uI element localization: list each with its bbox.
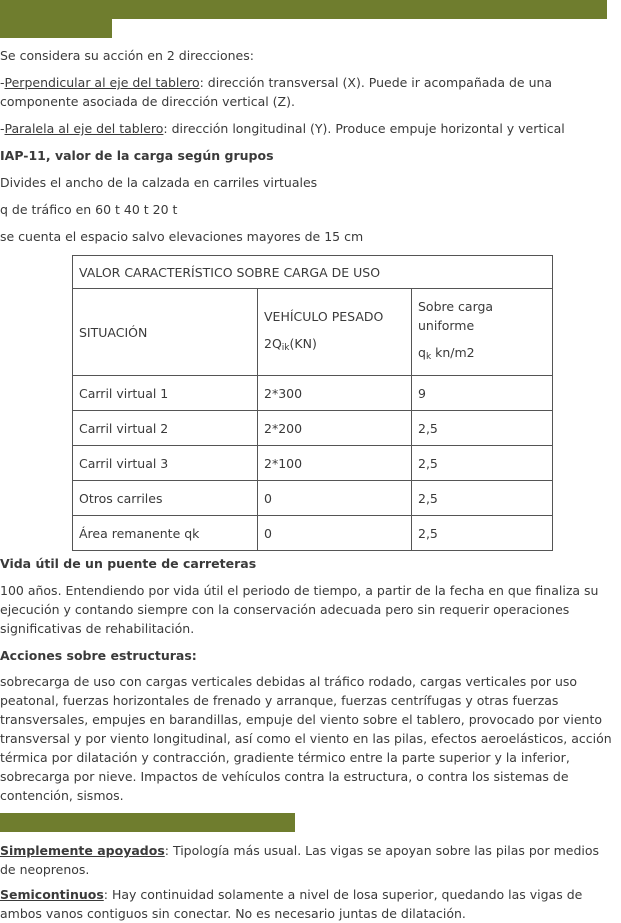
unit-part: q [418, 345, 426, 360]
header-sobre-label: Sobre carga uniforme [418, 299, 494, 333]
load-values-table [72, 255, 553, 551]
espacio-line: se cuenta el espacio salvo elevaciones mayores de 15 cm [0, 229, 364, 244]
paralela-paragraph [0, 119, 612, 138]
heading-highlight-bar-continued [0, 19, 112, 38]
paralela-description: : dirección longitudinal (Y). Produce empuje horizontal y vertical [163, 121, 565, 136]
unit-part: (KN) [289, 335, 317, 351]
simplemente-paragraph [0, 841, 612, 879]
table-row [73, 376, 553, 411]
cell-vehiculo: 2*300 [258, 376, 412, 411]
perpendicular-paragraph [0, 73, 612, 111]
cell-sobre: 2,5 [412, 516, 553, 551]
header-vehiculo [258, 289, 412, 376]
cell-sobre: 2,5 [412, 411, 553, 446]
table-title-row [73, 256, 553, 289]
paralela-link[interactable]: Paralela al eje del tablero [4, 121, 164, 136]
dash: - [0, 121, 5, 136]
header-vehiculo-label: VEHÍCULO PESADO [264, 308, 384, 324]
cell-situacion: Otros carriles [73, 481, 258, 516]
cell-situacion: Carril virtual 1 [73, 376, 258, 411]
table-title: VALOR CARACTERÍSTICO SOBRE CARGA DE USO [73, 256, 553, 289]
section-highlight-bar [0, 813, 295, 832]
header-sobre-unit [418, 343, 546, 367]
table-row [73, 446, 553, 481]
heading-highlight-bar [0, 0, 607, 19]
table-row [73, 481, 553, 516]
table-row [73, 411, 553, 446]
divides-line: Divides el ancho de la calzada en carriles virtuales [0, 175, 318, 190]
acciones-heading: Acciones sobre estructuras: [0, 648, 197, 663]
simplemente-description: : Tipología más usual. Las vigas se apoyan sobre las pilas por medios de neoprenos. [0, 843, 600, 877]
dash: - [0, 75, 5, 90]
intro-text: Se considera su acción en 2 direcciones: [0, 48, 254, 63]
table-row [73, 516, 553, 551]
acciones-text: sobrecarga de uso con cargas verticales debidas al tráfico rodado, cargas verticales por uso peatonal, fuerzas horizontales de frenado y arranque, fuerzas centrífugas y otras fuerzas transversales, empujes en barandillas, empuje del viento sobre el tablero, provocado por viento transversal y por viento longitudinal, así como el viento en las pilas, efectos aeroelásticos, acción térmica por dilatación y contracción, gradiente térmico entre la parte superior y la inferior, sobrecarga por nieve. Impactos de vehículos contra la estructura, o contra los sistemas de contención, sismos. [0, 674, 612, 803]
vida-util-text: 100 años. Entendiendo por vida útil el periodo de tiempo, a partir de la fecha en que finaliza su ejecución y contando siempre con la conservación adecuada pero sin requerir operaciones significativas de rehabilitación. [0, 583, 599, 636]
simplemente-apoyados-link[interactable]: Simplemente apoyados [0, 843, 165, 858]
iap-heading: IAP-11, valor de la carga según grupos [0, 148, 274, 163]
semicontinuos-description: : Hay continuidad solamente a nivel de losa superior, quedando las vigas de ambos vanos contiguos sin conectar. No es necesario juntas de dilatación. [0, 887, 583, 921]
unit-part: kn/m2 [431, 345, 475, 360]
unit-subscript: k [425, 352, 432, 362]
trafico-line: q de tráfico en 60 t 40 t 20 t [0, 202, 178, 217]
perpendicular-description: : dirección transversal (X). Puede ir acompañada de una componente asociada de dirección vertical (Z). [0, 75, 553, 109]
semicontinuos-link[interactable]: Semicontinuos [0, 887, 104, 902]
cell-vehiculo: 0 [258, 481, 412, 516]
vida-util-heading: Vida útil de un puente de carreteras [0, 556, 257, 571]
cell-situacion: Carril virtual 2 [73, 411, 258, 446]
cell-situacion: Área remanente qk [73, 516, 258, 551]
cell-vehiculo: 0 [258, 516, 412, 551]
table-header-row [73, 289, 553, 376]
cell-situacion: Carril virtual 3 [73, 446, 258, 481]
cell-vehiculo: 2*200 [258, 411, 412, 446]
cell-sobre: 2,5 [412, 446, 553, 481]
header-situacion: SITUACIÓN [73, 289, 258, 376]
header-sobre [412, 289, 553, 376]
header-vehiculo-unit [264, 334, 405, 358]
cell-sobre: 9 [412, 376, 553, 411]
cell-sobre: 2,5 [412, 481, 553, 516]
unit-part: 2Q [264, 335, 282, 351]
semicontinuos-paragraph [0, 885, 612, 923]
cell-vehiculo: 2*100 [258, 446, 412, 481]
perpendicular-link[interactable]: Perpendicular al eje del tablero [4, 75, 200, 90]
unit-subscript: ik [281, 342, 290, 353]
